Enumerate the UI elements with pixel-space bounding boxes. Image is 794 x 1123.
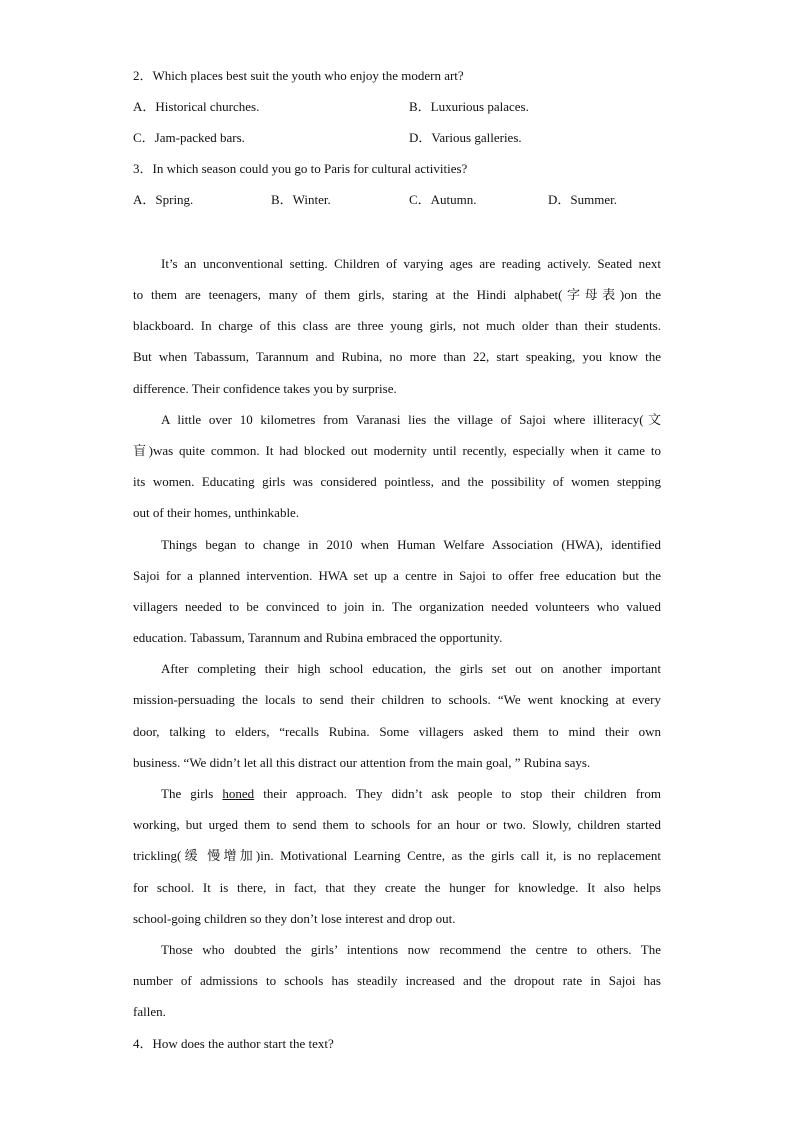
question-3-option-d: D．Summer. [548,192,617,207]
passage-p4-line: door, talking to elders, “recalls Rubina. Some villagers asked them to mind their own [133,724,661,739]
passage-p1-line: to them are teenagers, many of them girls, staring at the Hindi alphabet(字母表)on the [133,287,661,302]
passage-p5-line: school-going children so they don’t lose interest and drop out. [133,911,456,926]
passage-p5-text: The girls [161,786,223,801]
question-3-option-a: A．Spring. [133,192,194,207]
passage-p2-line: out of their homes, unthinkable. [133,505,300,520]
passage-p6-line: number of admissions to schools has steadily increased and the dropout rate in Sajoi has [133,973,661,988]
passage-p4-line: After completing their high school education, the girls set out on another important [161,661,661,676]
question-2-option-b: B．Luxurious palaces. [409,99,529,114]
passage-p1-line: blackboard. In charge of this class are three young girls, not much older than their students. [133,318,661,333]
passage-p1-line: But when Tabassum, Tarannum and Rubina, no more than 22, start speaking, you know the [133,349,661,364]
passage-p3-line: Things began to change in 2010 when Human Welfare Association (HWA), identified [161,537,661,552]
passage-p3-line: villagers needed to be convinced to join in. The organization needed volunteers who valued [133,599,661,614]
passage-p6-line: fallen. [133,1004,166,1019]
passage-p2-line: A little over 10 kilometres from Varanasi lies the village of Sajoi where illiteracy(文 [161,412,661,427]
question-3-option-b: B．Winter. [271,192,331,207]
passage-p1-line: It’s an unconventional setting. Children of varying ages are reading actively. Seated next [161,256,661,271]
passage-p1-line: difference. Their confidence takes you by surprise. [133,381,397,396]
underlined-word: honed [222,786,255,801]
question-2-option-c: C．Jam-packed bars. [133,130,245,145]
passage-p2-line: 盲)was quite common. It had blocked out modernity until recently, especially when it came to [133,443,661,458]
question-2-option-d: D．Various galleries. [409,130,522,145]
passage-p5-line: for school. It is there, in fact, that they create the hunger for knowledge. It also helps [133,880,661,895]
passage-p5-line: working, but urged them to send them to schools for an hour or two. Slowly, children started [133,817,661,832]
question-2-stem: 2．Which places best suit the youth who enjoy the modern art? [133,68,464,83]
passage-p2-line: its women. Educating girls was considered pointless, and the possibility of women stepping [133,474,661,489]
passage-p4-line: mission-persuading the locals to send their children to schools. “We went knocking at every [133,692,661,707]
passage-p5-text: their approach. They didn’t ask people to stop their children from [254,786,661,801]
question-3-option-c: C．Autumn. [409,192,477,207]
passage-p3-line: education. Tabassum, Tarannum and Rubina embraced the opportunity. [133,630,503,645]
passage-p6-line: Those who doubted the girls’ intentions now recommend the centre to others. The [161,942,661,957]
question-2-option-a: A．Historical churches. [133,99,260,114]
question-4-stem: 4．How does the author start the text? [133,1036,334,1051]
passage-p4-line: business. “We didn’t let all this distract our attention from the main goal, ” Rubina says. [133,755,591,770]
question-3-stem: 3．In which season could you go to Paris for cultural activities? [133,161,468,176]
passage-p5-line: trickling(缓 慢增加)in. Motivational Learning Centre, as the girls call it, is no replacement [133,848,661,863]
passage-p5-line [161,786,661,802]
passage-p3-line: Sajoi for a planned intervention. HWA set up a centre in Sajoi to offer free education but the [133,568,661,583]
